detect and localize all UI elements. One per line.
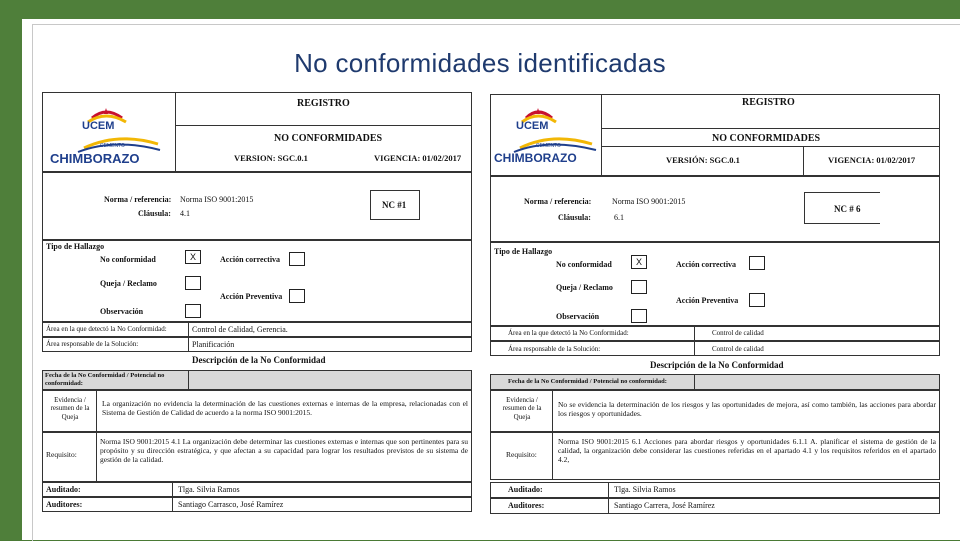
logo-ucem: UCEM bbox=[516, 120, 549, 132]
norma-value: Norma ISO 9001:2015 bbox=[612, 197, 686, 206]
evidencia-label: Evidencia / resumen de la Queja bbox=[502, 396, 542, 421]
descripcion-heading: Descripción de la No Conformidad bbox=[192, 355, 326, 365]
auditores-row bbox=[490, 498, 940, 514]
auditado-row bbox=[42, 482, 472, 497]
evidencia-value: La organización no evidencia la determinación de las cuestiones externas e internas de la empresa, relacionadas con el Sistema de Gestión de Calidad de acuerdo a la norma ISO 9001:2015. bbox=[102, 399, 468, 417]
observacion-label: Observación bbox=[100, 307, 144, 316]
clausula-label: Cláusula: bbox=[138, 209, 171, 218]
brand-logo bbox=[492, 104, 600, 168]
evidencia-label: Evidencia / resumen de la Queja bbox=[50, 396, 90, 421]
clausula-value: 4.1 bbox=[180, 209, 190, 218]
queja-label: Queja / Reclamo bbox=[556, 283, 613, 292]
auditado-label: Auditado: bbox=[508, 485, 543, 494]
accion-preventiva-checkbox[interactable] bbox=[289, 289, 305, 303]
nc-number: NC # 6 bbox=[834, 204, 861, 214]
version-label: VERSION: SGC.0.1 bbox=[234, 153, 308, 163]
auditores-value: Santiago Carrera, José Ramírez bbox=[614, 501, 715, 510]
queja-label: Queja / Reclamo bbox=[100, 279, 157, 288]
descripcion-heading: Descripción de la No Conformidad bbox=[650, 360, 784, 370]
norma-label: Norma / referencia: bbox=[524, 197, 592, 206]
header-divider bbox=[601, 128, 940, 129]
nc-number: NC #1 bbox=[382, 200, 407, 210]
accion-preventiva-label: Acción Preventiva bbox=[676, 296, 739, 305]
norma-value: Norma ISO 9001:2015 bbox=[180, 195, 254, 204]
clausula-value: 6.1 bbox=[614, 213, 624, 222]
header-divider bbox=[175, 125, 472, 126]
area-resp-value: Control de calidad bbox=[712, 345, 764, 353]
registro-label: REGISTRO bbox=[742, 97, 795, 108]
auditores-label: Auditores: bbox=[46, 500, 83, 509]
fecha-label: Fecha de la No Conformidad / Potencial no conformidad: bbox=[508, 378, 667, 385]
area-detecto-value: Control de Calidad, Gerencia. bbox=[192, 325, 288, 334]
evidencia-value: No se evidencia la determinación de los riesgos y las oportunidades de mejora, así como también, las acciones para abordar los riesgos y oportunidades. bbox=[558, 400, 936, 418]
observacion-checkbox[interactable] bbox=[185, 304, 201, 318]
no-conformidad-label: No conformidad bbox=[100, 255, 156, 264]
form-nc-1 bbox=[42, 92, 472, 517]
requisito-label: Requisito: bbox=[506, 450, 537, 459]
vigencia-label: VIGENCIA: 01/02/2017 bbox=[374, 153, 462, 163]
accion-correctiva-checkbox[interactable] bbox=[749, 256, 765, 270]
observacion-label: Observación bbox=[556, 312, 600, 321]
header-vdivider bbox=[803, 146, 804, 176]
accion-correctiva-checkbox[interactable] bbox=[289, 252, 305, 266]
auditado-value: Tlga. Silvia Ramos bbox=[178, 485, 240, 494]
no-conformidades-label: NO CONFORMIDADES bbox=[712, 133, 821, 144]
auditores-label: Auditores: bbox=[508, 501, 545, 510]
queja-checkbox[interactable] bbox=[631, 280, 647, 294]
form-nc-6 bbox=[490, 94, 940, 516]
area-resp-label: Área responsable de la Solución: bbox=[46, 340, 139, 348]
requisito-value: Norma ISO 9001:2015 4.1 La organización debe determinar las cuestiones externas e internas que son pertinentes para su propósito y su dirección estratégica, y que afectan a su capacidad para lograr los resultados previstos de su sistema de gestión de la calidad. bbox=[100, 437, 468, 464]
area-detecto-value: Control de calidad bbox=[712, 329, 764, 337]
fecha-divider bbox=[694, 374, 695, 390]
observacion-checkbox[interactable] bbox=[631, 309, 647, 323]
norma-label: Norma / referencia: bbox=[104, 195, 172, 204]
accion-correctiva-label: Acción correctiva bbox=[220, 255, 281, 264]
accion-correctiva-label: Acción correctiva bbox=[676, 260, 737, 269]
accion-preventiva-label: Acción Preventiva bbox=[220, 292, 283, 301]
slide-title: No conformidades identificadas bbox=[294, 48, 666, 78]
fecha-divider bbox=[188, 370, 189, 390]
logo-chimborazo: CHIMBORAZO bbox=[494, 151, 577, 165]
tipo-hallazgo-label: Tipo de Hallazgo bbox=[46, 242, 105, 251]
vigencia-label: VIGENCIA: 01/02/2017 bbox=[828, 155, 916, 165]
requisito-label: Requisito: bbox=[46, 450, 77, 459]
fecha-label: Fecha de la No Conformidad / Potencial no conformidad: bbox=[45, 372, 165, 387]
logo-cemento: CEMENTO bbox=[100, 143, 125, 149]
no-conformidades-label: NO CONFORMIDADES bbox=[274, 133, 383, 144]
no-conformidad-checkbox[interactable]: X bbox=[631, 255, 647, 269]
area-resp-value: Planificación bbox=[192, 340, 235, 349]
logo-ucem: UCEM bbox=[82, 120, 115, 132]
header-divider-2 bbox=[601, 146, 940, 147]
brand-logo bbox=[48, 102, 168, 166]
auditores-value: Santiago Carrasco, José Ramírez bbox=[178, 500, 284, 509]
queja-checkbox[interactable] bbox=[185, 276, 201, 290]
registro-label: REGISTRO bbox=[297, 98, 350, 109]
auditado-value: Tlga. Silvia Ramos bbox=[614, 485, 676, 494]
no-conformidad-label: No conformidad bbox=[556, 260, 612, 269]
area-detecto-label: Área en la que detectó la No Conformidad: bbox=[508, 329, 629, 337]
logo-chimborazo: CHIMBORAZO bbox=[50, 151, 140, 166]
version-label: VERSIÓN: SGC.0.1 bbox=[666, 155, 740, 165]
accion-preventiva-checkbox[interactable] bbox=[749, 293, 765, 307]
requisito-value: Norma ISO 9001:2015 6.1 Acciones para abordar riesgos y oportunidades 6.1.1 A. planificar el sistema de gestión de la calidad, la organización debe considerar las cuestiones referidas en el apartado 4.1 y los requisitos referidos en el apartado 4.2, bbox=[558, 437, 936, 464]
tipo-hallazgo-label: Tipo de Hallazgo bbox=[494, 247, 553, 256]
auditado-label: Auditado: bbox=[46, 485, 81, 494]
area-resp-label: Área responsable de la Solución: bbox=[508, 345, 601, 353]
logo-cemento: CEMENTO bbox=[536, 143, 561, 149]
auditado-row bbox=[490, 482, 940, 498]
clausula-label: Cláusula: bbox=[558, 213, 591, 222]
area-detecto-label: Área en la que detectó la No Conformidad: bbox=[46, 325, 167, 333]
no-conformidad-checkbox[interactable]: X bbox=[185, 250, 201, 264]
